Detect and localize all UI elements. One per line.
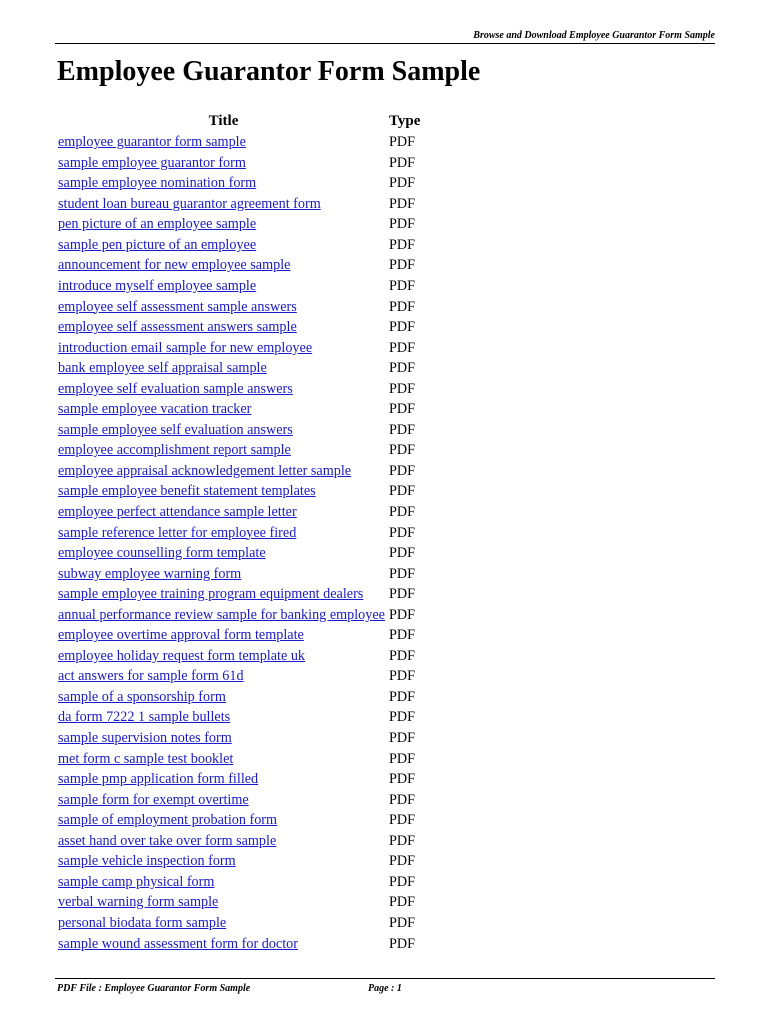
table-row xyxy=(58,892,438,913)
document-link[interactable]: verbal warning form sample xyxy=(58,894,219,911)
table-row xyxy=(58,625,438,646)
header-text: Browse and Download Employee Guarantor Form Sample xyxy=(473,30,715,41)
file-type-cell: PDF xyxy=(389,134,416,151)
document-link[interactable]: sample employee guarantor form xyxy=(58,154,246,171)
title-cell xyxy=(58,851,389,872)
title-cell xyxy=(58,913,389,934)
file-type-cell: PDF xyxy=(389,873,416,890)
table-row xyxy=(58,296,438,317)
title-cell xyxy=(58,687,389,708)
title-cell xyxy=(58,748,389,769)
title-cell xyxy=(58,440,389,461)
table-row xyxy=(58,563,438,584)
title-cell xyxy=(58,605,389,626)
document-link[interactable]: sample of employment probation form xyxy=(58,812,278,829)
document-link[interactable]: subway employee warning form xyxy=(58,565,242,582)
title-cell xyxy=(58,666,389,687)
document-link[interactable]: sample employee nomination form xyxy=(58,175,257,192)
file-type-cell: PDF xyxy=(389,771,416,788)
table-row xyxy=(58,851,438,872)
file-type-cell: PDF xyxy=(389,791,416,808)
file-type-cell: PDF xyxy=(389,421,416,438)
title-cell xyxy=(58,563,389,584)
table-row xyxy=(58,687,438,708)
document-link[interactable]: employee self assessment answers sample xyxy=(58,319,297,336)
title-cell xyxy=(58,153,389,174)
file-type-cell: PDF xyxy=(389,504,416,521)
document-link[interactable]: sample vehicle inspection form xyxy=(58,853,236,870)
title-cell xyxy=(58,646,389,667)
title-cell xyxy=(58,276,389,297)
title-cell xyxy=(58,337,389,358)
table-row xyxy=(58,276,438,297)
title-cell xyxy=(58,502,389,523)
document-link[interactable]: employee accomplishment report sample xyxy=(58,442,291,459)
document-link[interactable]: sample camp physical form xyxy=(58,873,215,890)
table-row xyxy=(58,194,438,215)
table-row xyxy=(58,173,438,194)
table-row xyxy=(58,769,438,790)
title-cell xyxy=(58,255,389,276)
file-type-cell: PDF xyxy=(389,853,416,870)
file-type-cell: PDF xyxy=(389,647,416,664)
document-link[interactable]: sample pen picture of an employee xyxy=(58,236,257,253)
table-row xyxy=(58,605,438,626)
document-link[interactable]: sample employee vacation tracker xyxy=(58,401,252,418)
file-type-cell: PDF xyxy=(389,688,416,705)
table-header-row xyxy=(58,111,438,132)
file-type-cell: PDF xyxy=(389,935,416,952)
title-cell xyxy=(58,543,389,564)
document-link[interactable]: employee counselling form template xyxy=(58,545,266,562)
document-link[interactable]: sample employee benefit statement templates xyxy=(58,483,316,500)
document-link[interactable]: employee self assessment sample answers xyxy=(58,298,297,315)
file-type-cell: PDF xyxy=(389,812,416,829)
document-link[interactable]: employee holiday request form template uk xyxy=(58,647,306,664)
file-type-cell: PDF xyxy=(389,565,416,582)
table-row xyxy=(58,235,438,256)
file-type-cell: PDF xyxy=(389,914,416,931)
table-row xyxy=(58,440,438,461)
table-row xyxy=(58,337,438,358)
document-link[interactable]: employee appraisal acknowledgement letter sample xyxy=(58,462,352,479)
page-title: Employee Guarantor Form Sample xyxy=(57,56,481,87)
table-row xyxy=(58,399,438,420)
table-row xyxy=(58,481,438,502)
title-cell xyxy=(58,296,389,317)
title-cell xyxy=(58,707,389,728)
file-type-cell: PDF xyxy=(389,154,416,171)
document-link[interactable]: student loan bureau guarantor agreement form xyxy=(58,195,321,212)
document-link[interactable]: sample pmp application form filled xyxy=(58,771,259,788)
file-type-cell: PDF xyxy=(389,236,416,253)
table-row xyxy=(58,420,438,441)
file-type-cell: PDF xyxy=(389,668,416,685)
title-cell xyxy=(58,461,389,482)
table-row xyxy=(58,872,438,893)
table-row xyxy=(58,358,438,379)
table-row xyxy=(58,543,438,564)
title-cell xyxy=(58,399,389,420)
document-link[interactable]: asset hand over take over form sample xyxy=(58,832,277,849)
file-type-cell: PDF xyxy=(389,401,416,418)
file-type-cell: PDF xyxy=(389,832,416,849)
file-type-cell: PDF xyxy=(389,627,416,644)
table-row xyxy=(58,748,438,769)
file-type-cell: PDF xyxy=(389,319,416,336)
file-type-cell: PDF xyxy=(389,750,416,767)
file-type-cell: PDF xyxy=(389,442,416,459)
column-header-type: Type xyxy=(389,113,421,129)
document-link[interactable]: announcement for new employee sample xyxy=(58,257,291,274)
table-body xyxy=(58,132,438,954)
column-header-title: Title xyxy=(208,113,239,129)
table-row xyxy=(58,831,438,852)
table-row xyxy=(58,379,438,400)
file-type-cell: PDF xyxy=(389,298,416,315)
table-row xyxy=(58,933,438,954)
document-link[interactable]: personal biodata form sample xyxy=(58,914,227,931)
document-link[interactable]: employee guarantor form sample xyxy=(58,134,246,151)
title-cell xyxy=(58,584,389,605)
file-type-cell: PDF xyxy=(389,216,416,233)
document-link[interactable]: employee perfect attendance sample letter xyxy=(58,504,297,521)
table-row xyxy=(58,790,438,811)
document-link[interactable]: sample supervision notes form xyxy=(58,730,232,747)
document-link[interactable]: sample form for exempt overtime xyxy=(58,791,249,808)
file-type-cell: PDF xyxy=(389,545,416,562)
table-row xyxy=(58,666,438,687)
title-cell xyxy=(58,872,389,893)
document-link[interactable]: bank employee self appraisal sample xyxy=(58,360,267,377)
title-cell xyxy=(58,173,389,194)
file-type-cell: PDF xyxy=(389,380,416,397)
file-type-cell: PDF xyxy=(389,339,416,356)
document-link[interactable]: sample wound assessment form for doctor xyxy=(58,935,298,952)
title-cell xyxy=(58,790,389,811)
title-cell xyxy=(58,235,389,256)
document-link[interactable]: employee self evaluation sample answers xyxy=(58,380,293,397)
title-cell xyxy=(58,132,389,153)
file-type-cell: PDF xyxy=(389,257,416,274)
document-link[interactable]: sample employee training program equipment dealers xyxy=(58,586,364,603)
title-cell xyxy=(58,194,389,215)
table-row xyxy=(58,707,438,728)
file-type-cell: PDF xyxy=(389,730,416,747)
document-link[interactable]: pen picture of an employee sample xyxy=(58,216,257,233)
title-cell xyxy=(58,831,389,852)
document-link[interactable]: employee overtime approval form template xyxy=(58,627,304,644)
table-row xyxy=(58,317,438,338)
table-row xyxy=(58,132,438,153)
document-link[interactable]: annual performance review sample for banking employee xyxy=(58,606,385,623)
title-cell xyxy=(58,810,389,831)
footer-page-number: Page : 1 xyxy=(368,983,402,994)
table-row xyxy=(58,153,438,174)
table-row xyxy=(58,502,438,523)
table-row xyxy=(58,522,438,543)
table-row xyxy=(58,255,438,276)
table-row xyxy=(58,461,438,482)
title-cell xyxy=(58,214,389,235)
table-row xyxy=(58,214,438,235)
title-cell xyxy=(58,522,389,543)
document-link[interactable]: introduce myself employee sample xyxy=(58,278,257,294)
file-type-cell: PDF xyxy=(389,360,416,377)
title-cell xyxy=(58,358,389,379)
file-type-cell: PDF xyxy=(389,524,416,541)
table-row xyxy=(58,728,438,749)
title-cell xyxy=(58,769,389,790)
table-row xyxy=(58,584,438,605)
file-type-cell: PDF xyxy=(389,462,416,479)
table-row xyxy=(58,646,438,667)
document-list-table xyxy=(58,111,438,954)
file-type-cell: PDF xyxy=(389,175,416,192)
title-cell xyxy=(58,317,389,338)
document-link[interactable]: da form 7222 1 sample bullets xyxy=(58,709,231,726)
document-link[interactable]: sample employee self evaluation answers xyxy=(58,421,293,438)
document-link[interactable]: act answers for sample form 61d xyxy=(58,668,244,685)
file-type-cell: PDF xyxy=(389,606,416,623)
file-type-cell: PDF xyxy=(389,195,416,212)
document-link[interactable]: sample reference letter for employee fired xyxy=(58,524,297,541)
document-link[interactable]: met form c sample test booklet xyxy=(58,750,234,767)
title-cell xyxy=(58,379,389,400)
title-cell xyxy=(58,728,389,749)
file-type-cell: PDF xyxy=(389,586,416,603)
footer-file-label: PDF File : Employee Guarantor Form Sample xyxy=(57,983,251,994)
file-type-cell: PDF xyxy=(389,278,416,294)
header-divider xyxy=(55,43,715,44)
title-cell xyxy=(58,420,389,441)
table-row xyxy=(58,810,438,831)
title-cell xyxy=(58,892,389,913)
title-cell xyxy=(58,933,389,954)
document-link[interactable]: sample of a sponsorship form xyxy=(58,688,226,705)
title-cell xyxy=(58,481,389,502)
file-type-cell: PDF xyxy=(389,483,416,500)
table-row xyxy=(58,913,438,934)
title-cell xyxy=(58,625,389,646)
file-type-cell: PDF xyxy=(389,709,416,726)
document-link[interactable]: introduction email sample for new employee xyxy=(58,339,313,356)
file-type-cell: PDF xyxy=(389,894,416,911)
footer-divider xyxy=(55,978,715,979)
